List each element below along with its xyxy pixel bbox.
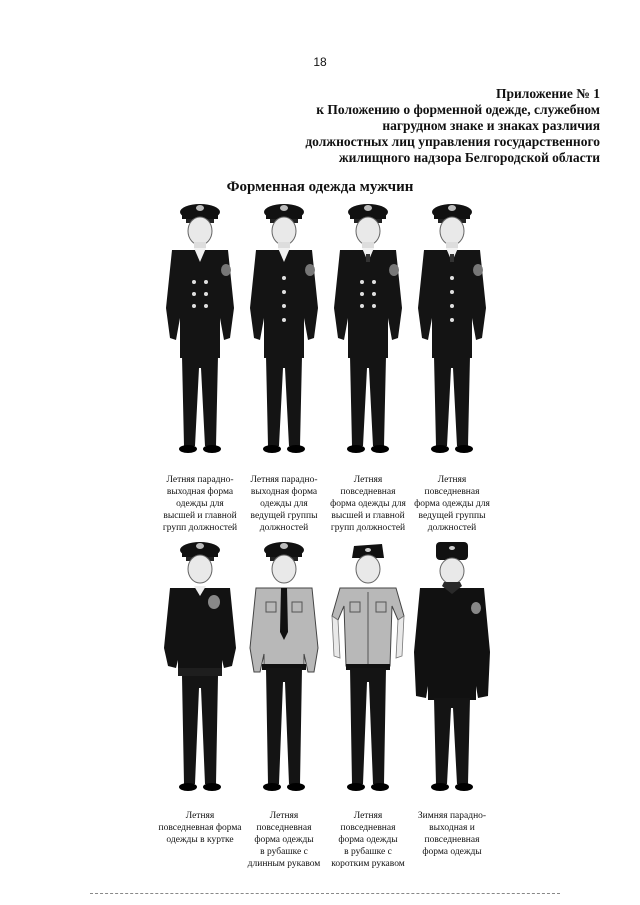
caption-winter: Зимняя парадно- выходная и повседневная форма одежды	[417, 811, 487, 857]
appendix-line: Приложение № 1	[496, 86, 600, 101]
scan-edge-divider	[90, 893, 560, 896]
appendix-line: жилищного надзора Белгородской области	[338, 150, 600, 165]
section-title: Форменная одежда мужчин	[226, 179, 414, 195]
appendix-line: к Положению о форменной одежде, служебном	[316, 102, 600, 117]
appendix-header	[240, 86, 600, 166]
appendix-line: должностных лиц управления государственного	[305, 134, 600, 149]
uniform-figure-summer-everyday-leading	[402, 198, 502, 458]
caption-shirt-short-sleeve: Летняя повседневная форма одежды в рубашке с коротким рукавом	[331, 811, 405, 869]
caption-summer-everyday-jacket: Летняя повседневная форма одежды в куртке	[158, 811, 242, 845]
appendix-line: нагрудном знаке и знаках различия	[382, 118, 600, 133]
caption-shirt-long-sleeve: Летняя повседневная форма одежды в рубашке с длинным рукавом	[247, 811, 321, 869]
page-number: 18	[313, 55, 327, 69]
uniform-figure-winter	[402, 536, 502, 796]
caption-summer-parade-senior: Летняя парадно- выходная форма одежды для высшей и главной групп должностей	[162, 475, 238, 533]
caption-summer-everyday-leading: Летняя повседневная форма одежды для ведущей группы должностей	[414, 475, 490, 533]
caption-summer-parade-leading: Летняя парадно- выходная форма одежды для ведущей группы должностей	[250, 475, 318, 533]
caption-summer-everyday-senior: Летняя повседневная форма одежды для высшей и главной групп должностей	[330, 475, 406, 533]
